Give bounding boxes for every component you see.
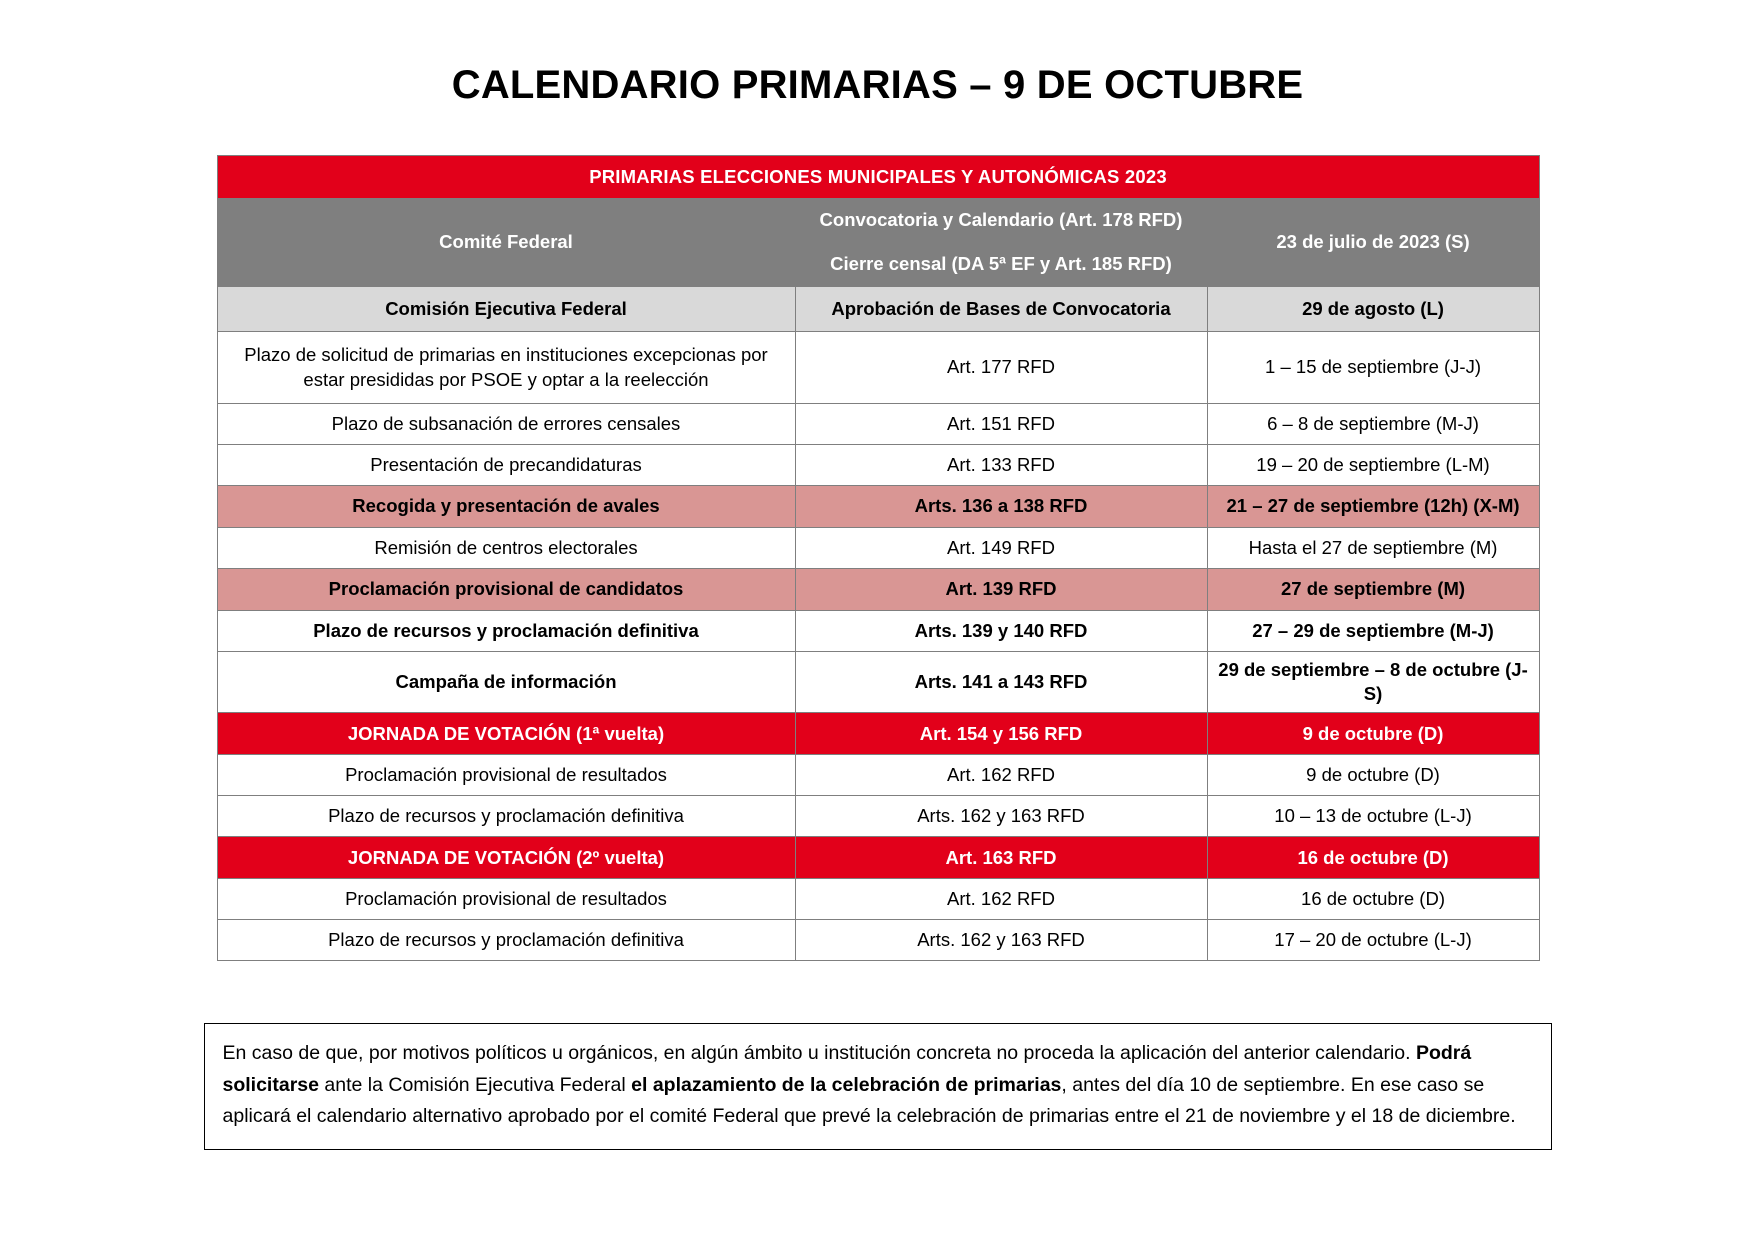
header-item-cierre-censal: Cierre censal (DA 5ª EF y Art. 185 RFD): [795, 243, 1207, 287]
row-organ-cell: Plazo de recursos y proclamación definitiva: [217, 796, 795, 837]
row-organ-cell: Recogida y presentación de avales: [217, 486, 795, 528]
row-organ-cell: Proclamación provisional de candidatos: [217, 569, 795, 611]
table-row: [217, 332, 1539, 404]
table-row: [217, 713, 1539, 755]
note-text-part3: , antes del día 10 de septiembre. En ese caso se aplicará el calendario alternativo aprobado por el comité Federal que prevé la celebración de primarias entre el 21 de noviembre y el 18 de diciembre.: [222, 1073, 1516, 1128]
row-date-cell: Hasta el 27 de septiembre (M): [1207, 528, 1539, 569]
row-date-cell: 1 – 15 de septiembre (J-J): [1207, 332, 1539, 404]
row-organ-cell: Campaña de información: [217, 652, 795, 713]
row-date-cell: 21 – 27 de septiembre (12h) (X-M): [1207, 486, 1539, 528]
note-bold-podra-solicitarse: Podrá solicitarse: [222, 1042, 1472, 1096]
table-row: [217, 755, 1539, 796]
calendar-table-container: [217, 155, 1539, 961]
table-row: [217, 652, 1539, 713]
table-row: [217, 920, 1539, 961]
row-date-cell: 29 de septiembre – 8 de octubre (J-S): [1207, 652, 1539, 713]
row-item-cell: Art. 139 RFD: [795, 569, 1207, 611]
note-text-part2: ante la Comisión Ejecutiva Federal: [318, 1073, 632, 1096]
note-text-part1: En caso de que, por motivos políticos u orgánicos, en algún ámbito u institución concreta no proceda la aplicación del anterior calendario.: [222, 1042, 1416, 1065]
row-date-cell: 27 de septiembre (M): [1207, 569, 1539, 611]
row-date-cell: 19 – 20 de septiembre (L-M): [1207, 445, 1539, 486]
row-organ-cell: JORNADA DE VOTACIÓN (1ª vuelta): [217, 713, 795, 755]
row-date-cell: 29 de agosto (L): [1207, 287, 1539, 332]
table-row: [217, 611, 1539, 652]
row-organ-cell: JORNADA DE VOTACIÓN (2º vuelta): [217, 837, 795, 879]
calendar-table-body: [217, 156, 1539, 961]
row-item-cell: Art. 149 RFD: [795, 528, 1207, 569]
table-row: [217, 528, 1539, 569]
header-date: 23 de julio de 2023 (S): [1207, 199, 1539, 287]
header-organ: Comité Federal: [217, 199, 795, 287]
row-organ-cell: Proclamación provisional de resultados: [217, 879, 795, 920]
table-row: [217, 879, 1539, 920]
row-date-cell: 17 – 20 de octubre (L-J): [1207, 920, 1539, 961]
table-row: [217, 569, 1539, 611]
row-date-cell: 9 de octubre (D): [1207, 713, 1539, 755]
row-item-cell: Art. 133 RFD: [795, 445, 1207, 486]
row-item-cell: Arts. 136 a 138 RFD: [795, 486, 1207, 528]
table-row: [217, 404, 1539, 445]
row-item-cell: Arts. 162 y 163 RFD: [795, 796, 1207, 837]
row-date-cell: 27 – 29 de septiembre (M-J): [1207, 611, 1539, 652]
table-row: [217, 486, 1539, 528]
footer-note-box: [204, 1023, 1552, 1150]
row-date-cell: 10 – 13 de octubre (L-J): [1207, 796, 1539, 837]
row-organ-cell: Comisión Ejecutiva Federal: [217, 287, 795, 332]
row-organ-cell: Proclamación provisional de resultados: [217, 755, 795, 796]
row-organ-cell: Remisión de centros electorales: [217, 528, 795, 569]
row-item-cell: Art. 162 RFD: [795, 879, 1207, 920]
row-date-cell: 16 de octubre (D): [1207, 837, 1539, 879]
row-item-cell: Aprobación de Bases de Convocatoria: [795, 287, 1207, 332]
calendar-table: [217, 155, 1540, 961]
row-organ-cell: Plazo de recursos y proclamación definitiva: [217, 611, 795, 652]
table-row: [217, 796, 1539, 837]
note-bold-aplazamiento: el aplazamiento de la celebración de primarias: [631, 1073, 1062, 1096]
table-row: [217, 837, 1539, 879]
table-banner-row: [217, 156, 1539, 199]
row-organ-cell: Plazo de subsanación de errores censales: [217, 404, 795, 445]
row-item-cell: Art. 151 RFD: [795, 404, 1207, 445]
row-organ-cell: Plazo de recursos y proclamación definitiva: [217, 920, 795, 961]
row-date-cell: 16 de octubre (D): [1207, 879, 1539, 920]
header-item-convocatoria: Convocatoria y Calendario (Art. 178 RFD): [795, 199, 1207, 243]
table-header-row-top: [217, 199, 1539, 243]
table-row: [217, 445, 1539, 486]
row-organ-cell: Presentación de precandidaturas: [217, 445, 795, 486]
row-organ-cell: Plazo de solicitud de primarias en instituciones excepcionas por estar presididas por PSOE y optar a la reelección: [217, 332, 795, 404]
row-item-cell: Art. 162 RFD: [795, 755, 1207, 796]
banner-title: PRIMARIAS ELECCIONES MUNICIPALES Y AUTONÓMICAS 2023: [217, 156, 1539, 199]
table-row: [217, 287, 1539, 332]
row-item-cell: Arts. 141 a 143 RFD: [795, 652, 1207, 713]
row-item-cell: Arts. 162 y 163 RFD: [795, 920, 1207, 961]
row-item-cell: Arts. 139 y 140 RFD: [795, 611, 1207, 652]
row-item-cell: Art. 177 RFD: [795, 332, 1207, 404]
page-title: CALENDARIO PRIMARIAS – 9 DE OCTUBRE: [451, 63, 1304, 107]
row-item-cell: Art. 154 y 156 RFD: [795, 713, 1207, 755]
row-date-cell: 6 – 8 de septiembre (M-J): [1207, 404, 1539, 445]
row-date-cell: 9 de octubre (D): [1207, 755, 1539, 796]
row-item-cell: Art. 163 RFD: [795, 837, 1207, 879]
